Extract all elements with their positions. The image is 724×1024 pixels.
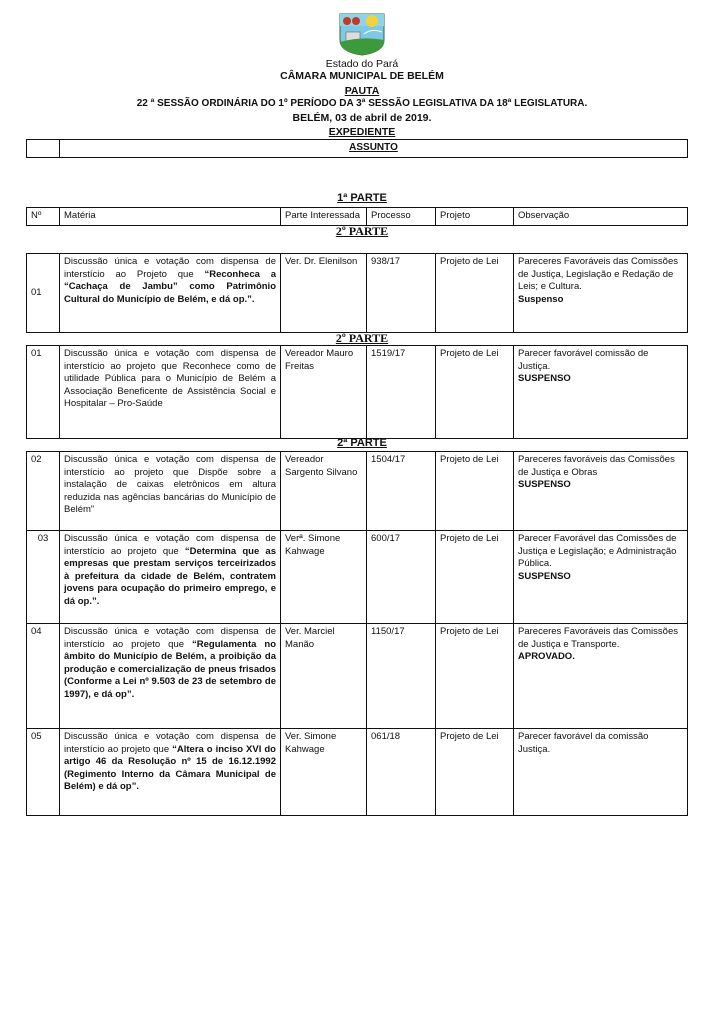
materia-bold-text: “Regulamenta no âmbito do Município de Belém, a proibição da produção e comercialização de pneus frisados (Conforme a Lei nº 9.503 de 23 de setembro de 1997), e dá op”. [64,638,276,700]
city-coat-of-arms-icon [338,12,386,56]
materia-text: Discussão única e votação com dispensa de interstício ao Projeto que [64,256,276,280]
col-header-num: Nº [27,208,60,226]
table-row [27,254,688,333]
row-observacao [514,346,688,439]
table-row [27,729,688,816]
row-parte: Ver. Marciel Manão [281,624,367,729]
col-header-observacao: Observação [514,208,688,226]
state-name: Estado do Pará [325,58,399,70]
row-processo: 1150/17 [367,624,436,729]
row-materia [60,729,281,816]
assunto-label: ASSUNTO [60,140,688,158]
row-materia [60,452,281,531]
section-table [26,345,688,439]
section-title: 2º PARTE [335,331,389,345]
section-title: 2ª PARTE [337,437,387,449]
row-projeto: Projeto de Lei [436,531,514,624]
table-row [27,624,688,729]
row-observacao [514,729,688,816]
section-expediente: EXPEDIENTE [328,126,396,138]
materia-text: Discussão única e votação com dispensa de interstício ao projeto que [64,626,276,650]
assunto-row [27,140,688,158]
section-title: 2º PARTE [335,224,389,238]
materia-bold-text: “Determina que as empresas que prestam serviços terceirizados à prefeitura da cidade de Belém, contratem jovens para ocupação do primeiro emprego, e dá op.”. [64,545,276,607]
row-processo: 061/18 [367,729,436,816]
row-parte: Verª. Simone Kahwage [281,531,367,624]
row-materia [60,624,281,729]
row-processo: 938/17 [367,254,436,333]
row-projeto: Projeto de Lei [436,452,514,531]
row-projeto: Projeto de Lei [436,729,514,816]
row-projeto: Projeto de Lei [436,254,514,333]
part1-title: 1ª PARTE [337,192,387,204]
obs-text: Parecer Favorável das Comissões de Justiça e Legislação; e Administração Pública. [518,533,677,570]
materia-bold-text: “Reconheca a “Cachaça de Jambu” como Patrimônio Cultural do Município de Belém, e dá op.”. [64,268,276,305]
col-header-processo: Processo [367,208,436,226]
row-materia [60,254,281,333]
status-text: Suspenso [518,293,564,305]
row-number: 01 [27,254,60,333]
obs-text: Pareceres favoráveis das Comissões de Justiça e Obras [518,454,675,478]
part1-header-table [26,207,688,226]
obs-text: Parecer favorável da comissão Justiça. [518,731,649,755]
status-text: SUSPENSO [518,570,571,582]
table-row [27,452,688,531]
row-materia [60,531,281,624]
col-header-materia: Matéria [60,208,281,226]
obs-text: Pareceres Favoráveis das Comissões de Justiça, Legislação e Redação de Leis; e Cultura. [518,256,678,293]
doc-type: PAUTA [344,85,380,97]
expediente-table [26,139,688,158]
table-row [27,346,688,439]
row-processo: 1504/17 [367,452,436,531]
row-observacao [514,531,688,624]
materia-text: Discussão única e votação com dispensa de interstício ao projeto que [64,533,276,557]
row-processo: 1519/17 [367,346,436,439]
status-text: APROVADO. [518,651,575,663]
col-header-projeto: Projeto [436,208,514,226]
row-projeto: Projeto de Lei [436,346,514,439]
row-number: 04 [27,624,60,729]
row-observacao [514,254,688,333]
obs-text: Parecer favorável comissão de Justiça. [518,348,649,372]
row-number: 03 [27,531,60,624]
section-table [26,451,688,816]
obs-text: Pareceres Favoráveis das Comissões de Justiça e Transporte. [518,626,678,650]
row-processo: 600/17 [367,531,436,624]
row-number: 02 [27,452,60,531]
row-parte: Ver. Simone Kahwage [281,729,367,816]
row-materia [60,346,281,439]
row-parte: Ver. Dr. Elenilson [281,254,367,333]
col-header-parte: Parte Interessada [281,208,367,226]
row-observacao [514,624,688,729]
table-row [27,531,688,624]
row-observacao [514,452,688,531]
section-table [26,253,688,333]
materia-bold-text: “Altera o inciso XVI do artigo 46 da Resolução nº 15 de 16.12.1992 (Regimento Interno da Câmara Municipal de Belém) e dá op”. [64,743,276,793]
row-parte: Vereador Sargento Silvano [281,452,367,531]
session-date: BELÉM, 03 de abril de 2019. [292,112,432,124]
row-number: 01 [27,346,60,439]
row-number: 05 [27,729,60,816]
status-text: SUSPENSO [518,373,571,385]
materia-text: Discussão única e votação com dispensa de interstício ao projeto que [64,731,276,755]
materia-text: Discussão única e votação com dispensa de interstício ao projeto que Reconhece como de utilidade Pública para o Município de Belém a Associação Beneficente de Assistência Social e Hospitalar – Pro-Saúde [64,348,276,410]
chamber-name: CÂMARA MUNICIPAL DE BELÉM [280,70,444,82]
column-header-row [27,208,688,226]
assunto-empty-cell [27,140,60,158]
row-projeto: Projeto de Lei [436,624,514,729]
status-text: SUSPENSO [518,479,571,491]
session-title: 22 ª SESSÃO ORDINÁRIA DO 1º PERÍODO DA 3ª SESSÃO LEGISLATIVA DA 18ª LEGISLATURA. [136,98,588,109]
row-parte: Vereador Mauro Freitas [281,346,367,439]
materia-text: Discussão única e votação com dispensa de interstício ao projeto que Dispõe sobre a instalação de caixas eletrônicos em altura reduzida nas agências bancárias do Município de Belém” [64,454,276,516]
